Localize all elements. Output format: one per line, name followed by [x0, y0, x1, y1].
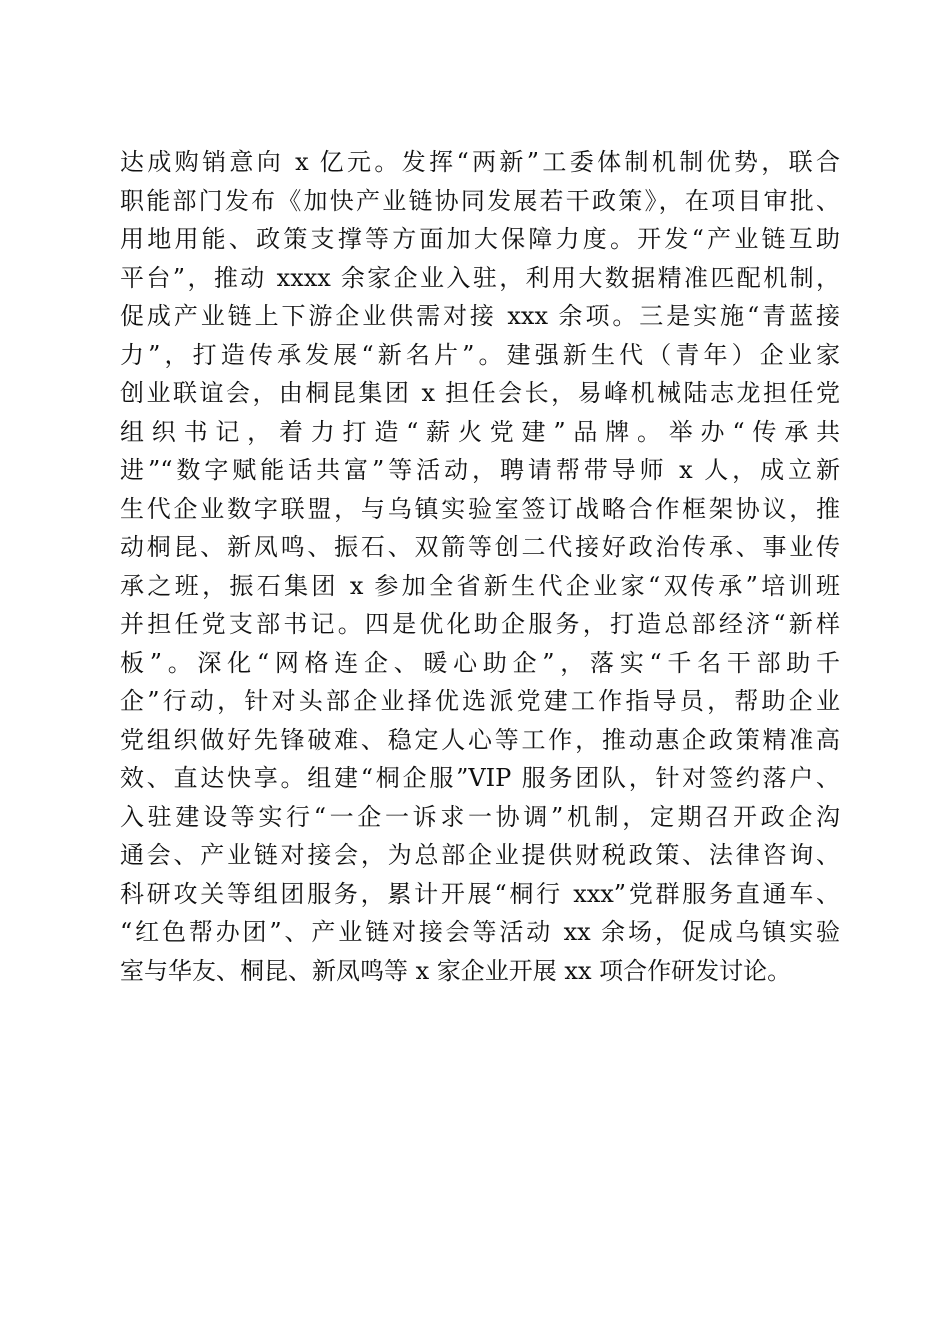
text-line: 入驻建设等实行“一企一诉求一协调”机制，定期召开政企沟	[120, 802, 840, 831]
text-line: 创业联谊会，由桐昆集团 x 担任会长，易峰机械陆志龙担任党	[120, 379, 840, 407]
text-line: 平台”，推动 xxxx 余家企业入驻，利用大数据精准匹配机制，	[120, 263, 840, 292]
text-line: 组织书记，着力打造“薪火党建”品牌。举办“传承共	[120, 417, 840, 446]
text-line: “红色帮办团”、产业链对接会等活动 xx 余场，促成乌镇实验	[120, 918, 840, 946]
text-line: 板”。深化“网格连企、暖心助企”，落实“千名干部助千	[120, 648, 840, 677]
text-line: 通会、产业链对接会，为总部企业提供财税政策、法律咨询、	[120, 841, 840, 869]
text-line: 室与华友、桐昆、新凤鸣等 x 家企业开展 xx 项合作研发讨论。	[120, 956, 792, 985]
body-paragraph	[120, 143, 840, 990]
text-line: 并担任党支部书记。四是优化助企服务，打造总部经济“新样	[120, 610, 840, 638]
text-line: 力”，打造传承发展“新名片”。建强新生代（青年）企业家	[120, 340, 840, 369]
text-line: 承之班，振石集团 x 参加全省新生代企业家“双传承”培训班	[120, 571, 840, 600]
text-line: 科研攻关等组团服务，累计开展“桐行 xxx”党群服务直通车、	[120, 879, 840, 908]
text-line: 党组织做好先锋破难、稳定人心等工作，推动惠企政策精准高	[120, 725, 840, 754]
text-line: 达成购销意向 x 亿元。发挥“两新”工委体制机制优势，联合	[120, 148, 840, 176]
text-line: 效、直达快享。组建“桐企服”VIP 服务团队，针对签约落户、	[120, 764, 840, 792]
text-line: 生代企业数字联盟，与乌镇实验室签订战略合作框架协议，推	[120, 494, 840, 523]
text-line: 用地用能、政策支撑等方面加大保障力度。开发“产业链互助	[120, 225, 840, 253]
text-line: 企”行动，针对头部企业择优选派党建工作指导员，帮助企业	[120, 687, 840, 715]
text-line: 促成产业链上下游企业供需对接 xxx 余项。三是实施“青蓝接	[120, 302, 840, 330]
text-line: 职能部门发布《加快产业链协同发展若干政策》，在项目审批、	[120, 186, 840, 215]
text-line: 动桐昆、新凤鸣、振石、双箭等创二代接好政治传承、事业传	[120, 533, 840, 561]
text-line: 进”“数字赋能话共富”等活动，聘请帮带导师 x 人，成立新	[120, 456, 840, 484]
